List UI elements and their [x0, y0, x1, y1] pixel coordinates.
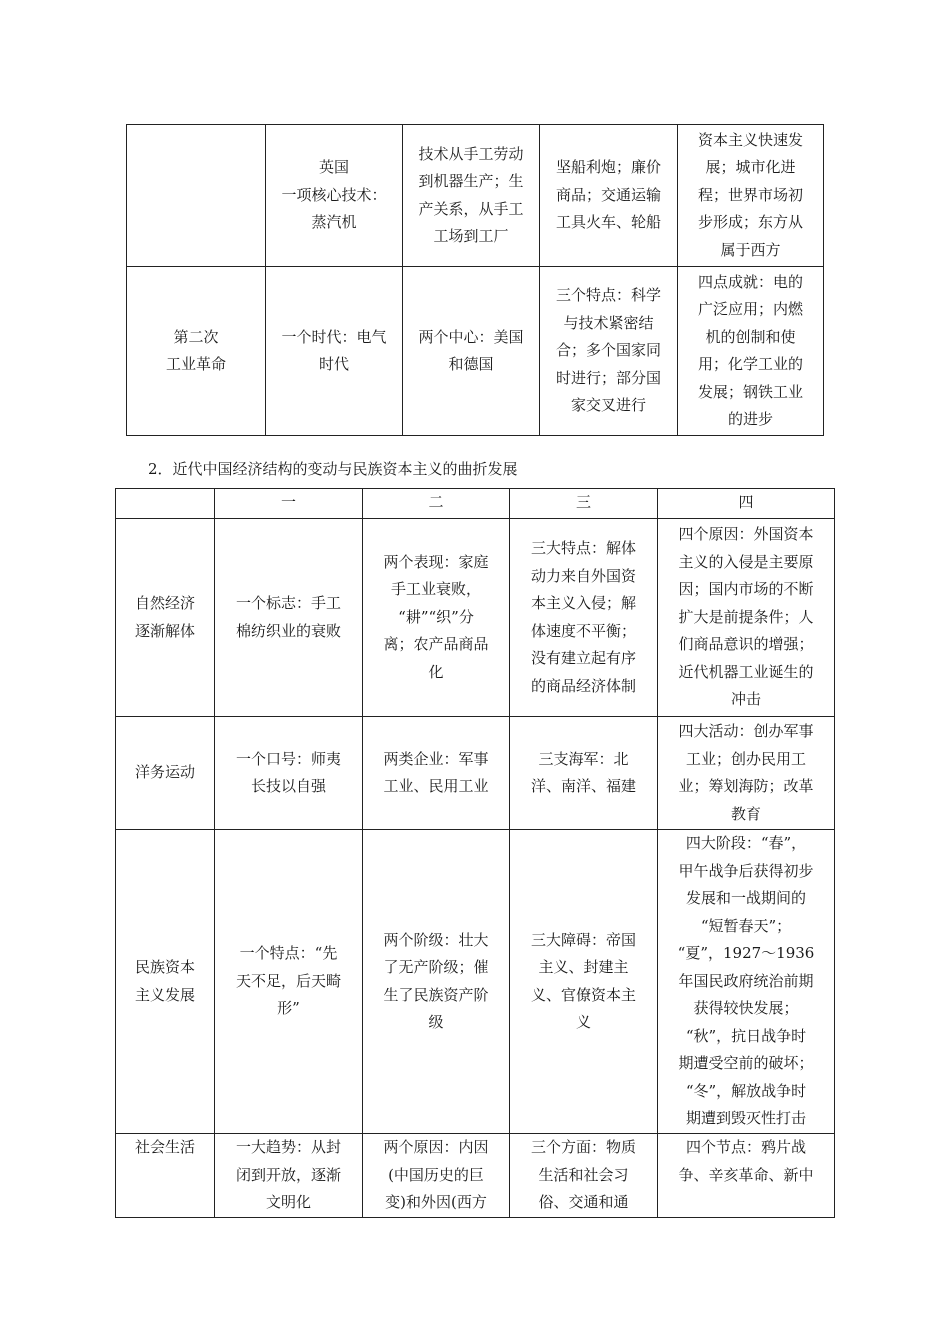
- table-cell: 资本主义快速发 展；城市化进 程；世界市场初 步形成；东方从 属于西方: [678, 125, 824, 267]
- table-cell: 四个原因：外国资本 主义的入侵是主要原 因；国内市场的不断 扩大是前提条件；人 们商品意识的增强； 近代机器工业诞生的 冲击: [658, 519, 835, 717]
- table-row: [127, 125, 824, 267]
- table-cell: 技术从手工劳动 到机器生产；生 产关系，从手工 工场到工厂: [403, 125, 540, 267]
- table-cell: 第二次 工业革命: [127, 267, 266, 436]
- table-cell: 社会生活: [116, 1134, 215, 1218]
- table-header-cell: 一: [215, 489, 363, 519]
- table-header-cell: 三: [510, 489, 658, 519]
- table-industrial-revolution: [126, 124, 824, 436]
- table-header-cell: [116, 489, 215, 519]
- table-cell: 三大特点：解体 动力来自外国资 本主义入侵；解 体速度不平衡； 没有建立起有序 的商品经济体制: [510, 519, 658, 717]
- table-cell: 四大活动：创办军事 工业；创办民用工 业；筹划海防；改革 教育: [658, 717, 835, 830]
- table-cell: 两类企业：军事 工业、民用工业: [363, 717, 510, 830]
- table-cell: 民族资本 主义发展: [116, 830, 215, 1134]
- table-cell: 两个阶级：壮大 了无产阶级；催 生了民族资产阶 级: [363, 830, 510, 1134]
- table-cell: 两个中心：美国 和德国: [403, 267, 540, 436]
- table-cell: 三个方面：物质 生活和社会习 俗、交通和通: [510, 1134, 658, 1218]
- table-cell: 三大障碍：帝国 主义、封建主 义、官僚资本主 义: [510, 830, 658, 1134]
- table-cell: 一个特点：“先 天不足，后天畸 形”: [215, 830, 363, 1134]
- table-cell: 一个标志：手工 棉纺织业的衰败: [215, 519, 363, 717]
- table-cell: 自然经济 逐渐解体: [116, 519, 215, 717]
- section-heading: 2．近代中国经济结构的变动与民族资本主义的曲折发展: [148, 460, 518, 478]
- table-economic-structure: [115, 488, 835, 1218]
- table-row: [127, 267, 824, 436]
- table-cell: [127, 125, 266, 267]
- table-row: [116, 830, 835, 1134]
- table-header-cell: 二: [363, 489, 510, 519]
- table-cell: 四大阶段：“春”， 甲午战争后获得初步 发展和一战期间的 “短暂春天”； “夏”，1927～1936 年国民政府统治前期 获得较快发展； “秋”，抗日战争时 期遭受空前的破坏； “冬”，解放战争时 期遭到毁灭性打击: [658, 830, 835, 1134]
- table-cell: 两个表现：家庭 手工业衰败， “耕”“织”分 离；农产品商品 化: [363, 519, 510, 717]
- table-cell: 一个时代：电气 时代: [266, 267, 403, 436]
- table-cell: 四点成就：电的 广泛应用；内燃 机的创制和使 用；化学工业的 发展；钢铁工业 的进步: [678, 267, 824, 436]
- table-header-cell: 四: [658, 489, 835, 519]
- table-cell: 一个口号：师夷 长技以自强: [215, 717, 363, 830]
- table-cell: 坚船利炮；廉价 商品；交通运输 工具火车、轮船: [540, 125, 678, 267]
- table-cell: 一大趋势：从封 闭到开放，逐渐 文明化: [215, 1134, 363, 1218]
- table-cell: 两个原因：内因 (中国历史的巨 变)和外因(西方: [363, 1134, 510, 1218]
- table-cell: 四个节点：鸦片战 争、辛亥革命、新中: [658, 1134, 835, 1218]
- table-cell: 英国 一项核心技术： 蒸汽机: [266, 125, 403, 267]
- table-cell: 洋务运动: [116, 717, 215, 830]
- table-row: [116, 519, 835, 717]
- table-header-row: [116, 489, 835, 519]
- table-cell: 三支海军：北 洋、南洋、福建: [510, 717, 658, 830]
- table-cell: 三个特点：科学 与技术紧密结 合；多个国家同 时进行；部分国 家交叉进行: [540, 267, 678, 436]
- table-row: [116, 1134, 835, 1218]
- table-row: [116, 717, 835, 830]
